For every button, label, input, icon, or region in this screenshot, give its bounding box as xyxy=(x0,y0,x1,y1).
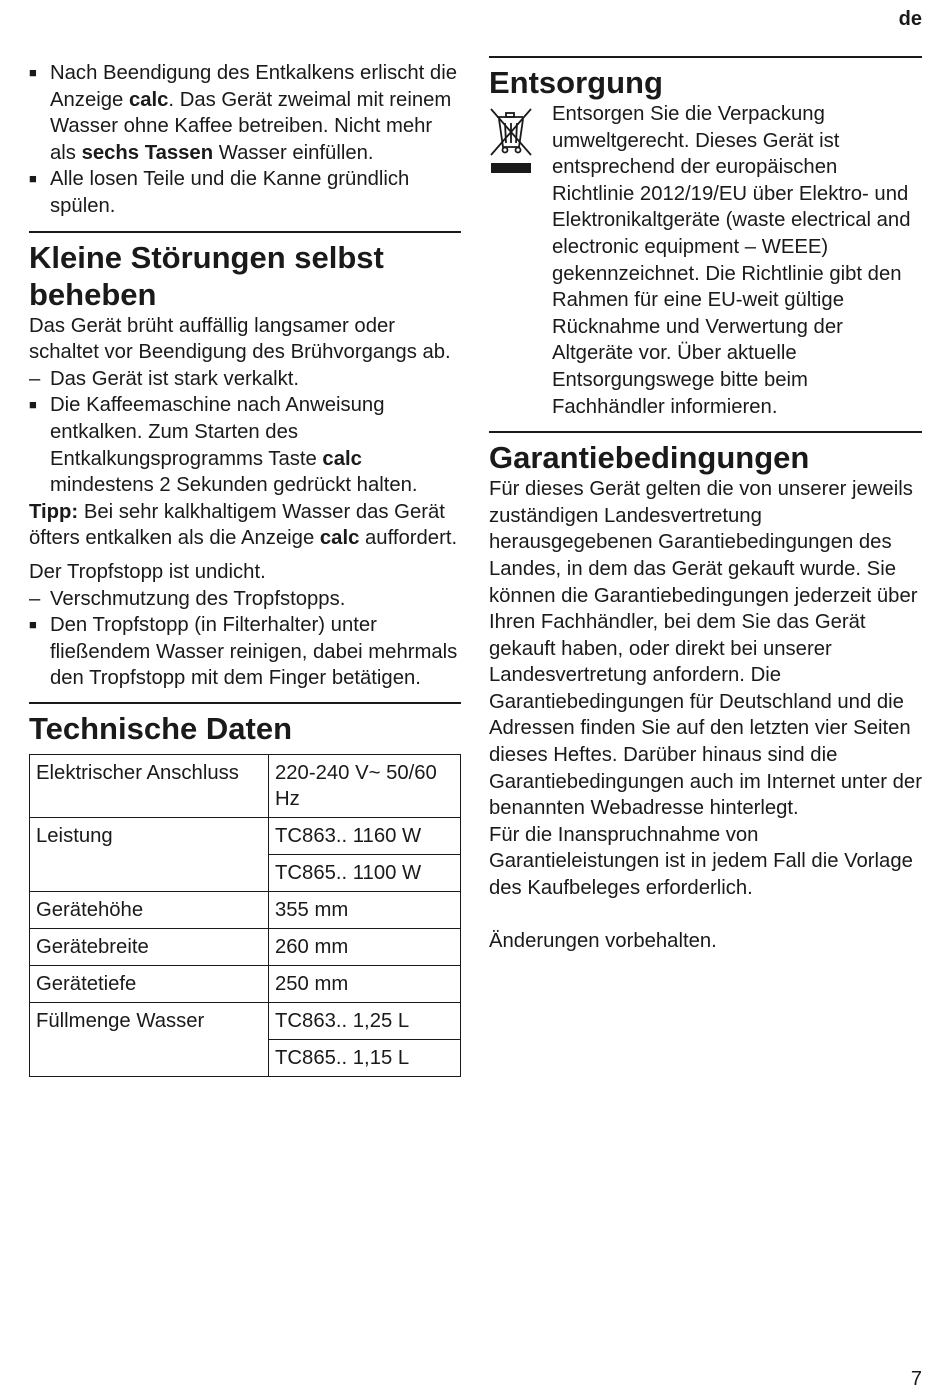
dash-bullet-icon: – xyxy=(29,587,41,610)
spec-label: Leistung xyxy=(30,817,269,891)
spec-label: Gerätebreite xyxy=(30,928,269,965)
spec-value: TC865.. 1100 W xyxy=(269,854,461,891)
problem-text: Der Tropfstopp ist undicht. xyxy=(29,560,266,583)
spec-value: TC865.. 1,15 L xyxy=(269,1039,461,1076)
remedy-item: ■ Den Tropfstopp (in Filterhalter) unter fließendem Wasser reinigen, dabei mehrmals den Tropfstopp mit dem Finger betätigen. xyxy=(29,614,458,690)
left-column xyxy=(29,60,461,1077)
disposal-text: Entsorgen Sie die Verpackung umweltgerecht. Dieses Gerät ist entsprechend der europäischen Richtlinie 2012/19/EU über Elektro- und Elektronikaltgeräte (waste electrical and electronic equipment – WEEE) gekennzeichnet. Die Richtlinie gibt den Rahmen für eine EU-weit gültige Rücknahme und Verwertung der Altgeräte vor. Über aktuelle Entsorgungswege bitte beim Fachhändler informieren. xyxy=(552,103,911,418)
disposal-block xyxy=(489,101,922,420)
square-bullet-icon: ■ xyxy=(29,397,37,413)
list-item: ■ Nach Beendigung des Entkalkens erlischt die Anzeige calc. Das Gerät zweimal mit reinem Wasser ohne Kaffee betreiben. Nicht mehr als sechs Tassen Wasser einfüllen. xyxy=(29,62,458,164)
cause-item: – Das Gerät ist stark verkalkt. xyxy=(29,366,461,393)
remedy-item: ■ Die Kaffeemaschine nach Anweisung entkalken. Zum Starten des Entkalkungsprogramms Taste calc mindestens 2 Sekunden gedrückt halten. xyxy=(29,394,418,497)
spec-value: 355 mm xyxy=(269,891,461,928)
table-row xyxy=(30,1002,461,1039)
warranty-text: Für die Inanspruchnahme von Garantieleistungen ist in jedem Fall die Vorlage des Kaufbeleges erforderlich. xyxy=(489,823,913,900)
warranty-text: Für dieses Gerät gelten die von unserer jeweils zuständigen Landesvertretung herausgegebenen Garantiebedingungen des Landes, in dem das Gerät gekauft wurde. Sie können die Garantiebedingungen jederzeit über Ihren Fachhändler, bei dem Sie das Gerät gekauft haben, oder direkt bei unserer Landesvertretung anfordern. Die Garantiebedingungen für Deutschland und die Adressen finden Sie auf den letzten vier Seiten dieses Heftes. Darüber hinaus sind die Garantiebedingungen auch im Internet unter der benannten Webadresse hinterlegt. xyxy=(489,478,922,820)
page-number: 7 xyxy=(910,1368,922,1390)
cause-item: – Verschmutzung des Tropfstopps. xyxy=(29,586,461,613)
spec-label: Elektrischer Anschluss xyxy=(30,754,269,817)
table-row xyxy=(30,817,461,854)
section-title-technik: Technische Daten xyxy=(29,702,461,747)
problem-text: Das Gerät brüht auffällig langsamer oder schaltet vor Beendigung des Brühvorgangs ab. xyxy=(29,314,451,364)
list-item: ■ Alle losen Teile und die Kanne gründlich spülen. xyxy=(29,168,410,217)
spec-label: Gerätetiefe xyxy=(30,965,269,1002)
crossed-bin-icon xyxy=(489,101,552,420)
tip-text: Tipp: Bei sehr kalkhaltigem Wasser das Gerät öfters entkalken als die Anzeige calc auffordert. xyxy=(29,500,458,550)
spec-label: Gerätehöhe xyxy=(30,891,269,928)
square-bullet-icon: ■ xyxy=(29,171,37,187)
spec-value: TC863.. 1160 W xyxy=(269,817,461,854)
table-row xyxy=(30,754,461,817)
table-row xyxy=(30,928,461,965)
spec-value: 250 mm xyxy=(269,965,461,1002)
right-column xyxy=(489,56,922,954)
table-row xyxy=(30,891,461,928)
square-bullet-icon: ■ xyxy=(29,617,37,633)
spec-value: 260 mm xyxy=(269,928,461,965)
spec-value: 220-240 V~ 50/60 Hz xyxy=(269,754,461,817)
spec-label: Füllmenge Wasser xyxy=(30,1002,269,1076)
spec-value: TC863.. 1,25 L xyxy=(269,1002,461,1039)
section-title-entsorgung: Entsorgung xyxy=(489,56,922,101)
language-code: de xyxy=(898,8,922,30)
square-bullet-icon: ■ xyxy=(29,65,37,80)
dash-bullet-icon: – xyxy=(29,367,41,390)
section-title-stoerungen: Kleine Störungen selbst beheben xyxy=(29,231,461,313)
table-row xyxy=(30,965,461,1002)
section-title-garantie: Garantiebedingungen xyxy=(489,431,922,476)
specs-table xyxy=(29,754,461,1077)
changes-note: Änderungen vorbehalten. xyxy=(489,929,717,952)
